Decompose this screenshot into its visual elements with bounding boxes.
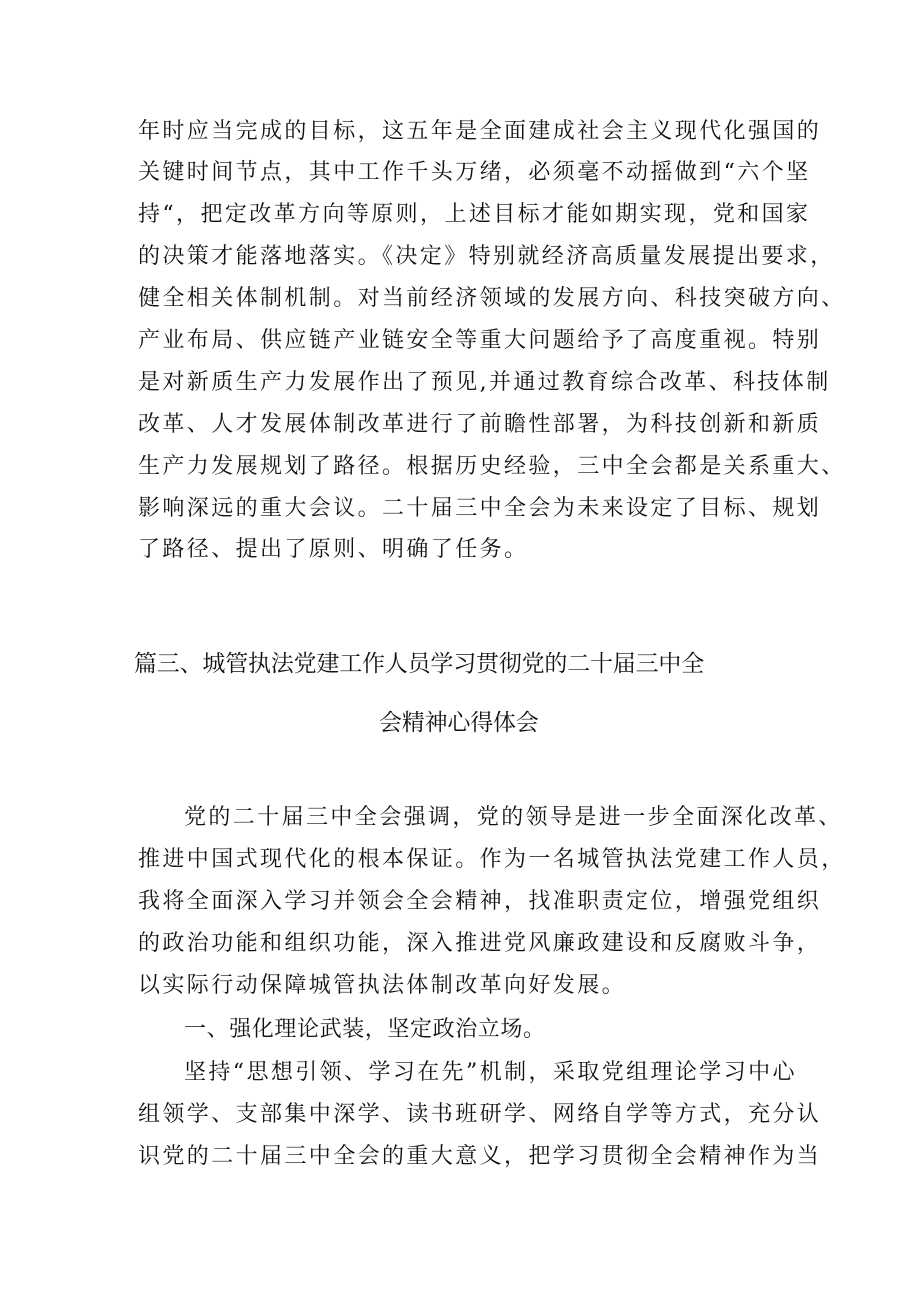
intro-line-6: 产业布局、供应链产业链安全等重大问题给予了高度重视。特别 — [138, 328, 822, 353]
section-title-line-1: 篇三、城管执法党建工作人员学习贯彻党的二十届三中全 — [134, 651, 705, 677]
intro-line-2: 关键时间节点，其中工作千头万绪，必须毫不动摇做到“六个坚 — [138, 160, 811, 185]
body-line-1: 党的二十届三中全会强调，党的领导是进一步全面深化改革、 — [184, 805, 843, 830]
section-title-line-2: 会精神心得体会 — [379, 710, 539, 736]
body-line-4: 的政治功能和组织功能，深入推进党风廉政建设和反腐败斗争， — [138, 931, 822, 956]
intro-line-7: 是对新质生产力发展作出了预见,并通过教育综合改革、科技体制 — [138, 370, 831, 395]
body-line-2: 推进中国式现代化的根本保证。作为一名城管执法党建工作人员， — [138, 847, 846, 872]
intro-line-3: 持“，把定改革方向等原则，上述目标才能如期实现，党和国家 — [138, 202, 811, 227]
closing-line-2: 组领学、支部集中深学、读书班研学、网络自学等方式，充分认 — [138, 1102, 822, 1127]
intro-line-1: 年时应当完成的目标，这五年是全面建成社会主义现代化强国的 — [138, 119, 822, 144]
subheading-strengthen-theory: 一、强化理论武装，坚定政治立场。 — [184, 1017, 546, 1042]
intro-line-4: 的决策才能落地落实。《决定》特别就经济高质量发展提出要求， — [138, 244, 835, 269]
body-line-3: 我将全面深入学习并领会全会精神，找准职责定位，增强党组织 — [138, 889, 822, 914]
closing-line-1: 坚持“思想引领、学习在先”机制，采取党组理论学习中心 — [184, 1060, 797, 1085]
intro-line-10: 影响深远的重大会议。二十届三中全会为未来设定了目标、规划 — [138, 496, 822, 521]
intro-line-11: 了路径、提出了原则、明确了任务。 — [138, 537, 529, 562]
closing-line-3: 识党的二十届三中全会的重大意义，把学习贯彻全会精神作为当 — [138, 1144, 822, 1169]
body-line-5: 以实际行动保障城管执法体制改革向好发展。 — [138, 973, 627, 998]
intro-line-9: 生产力发展规划了路径。根据历史经验，三中全会都是关系重大、 — [138, 454, 846, 479]
intro-line-5: 健全相关体制机制。对当前经济领域的发展方向、科技突破方向、 — [138, 286, 846, 311]
intro-line-8: 改革、人才发展体制改革进行了前瞻性部署，为科技创新和新质 — [138, 412, 822, 437]
